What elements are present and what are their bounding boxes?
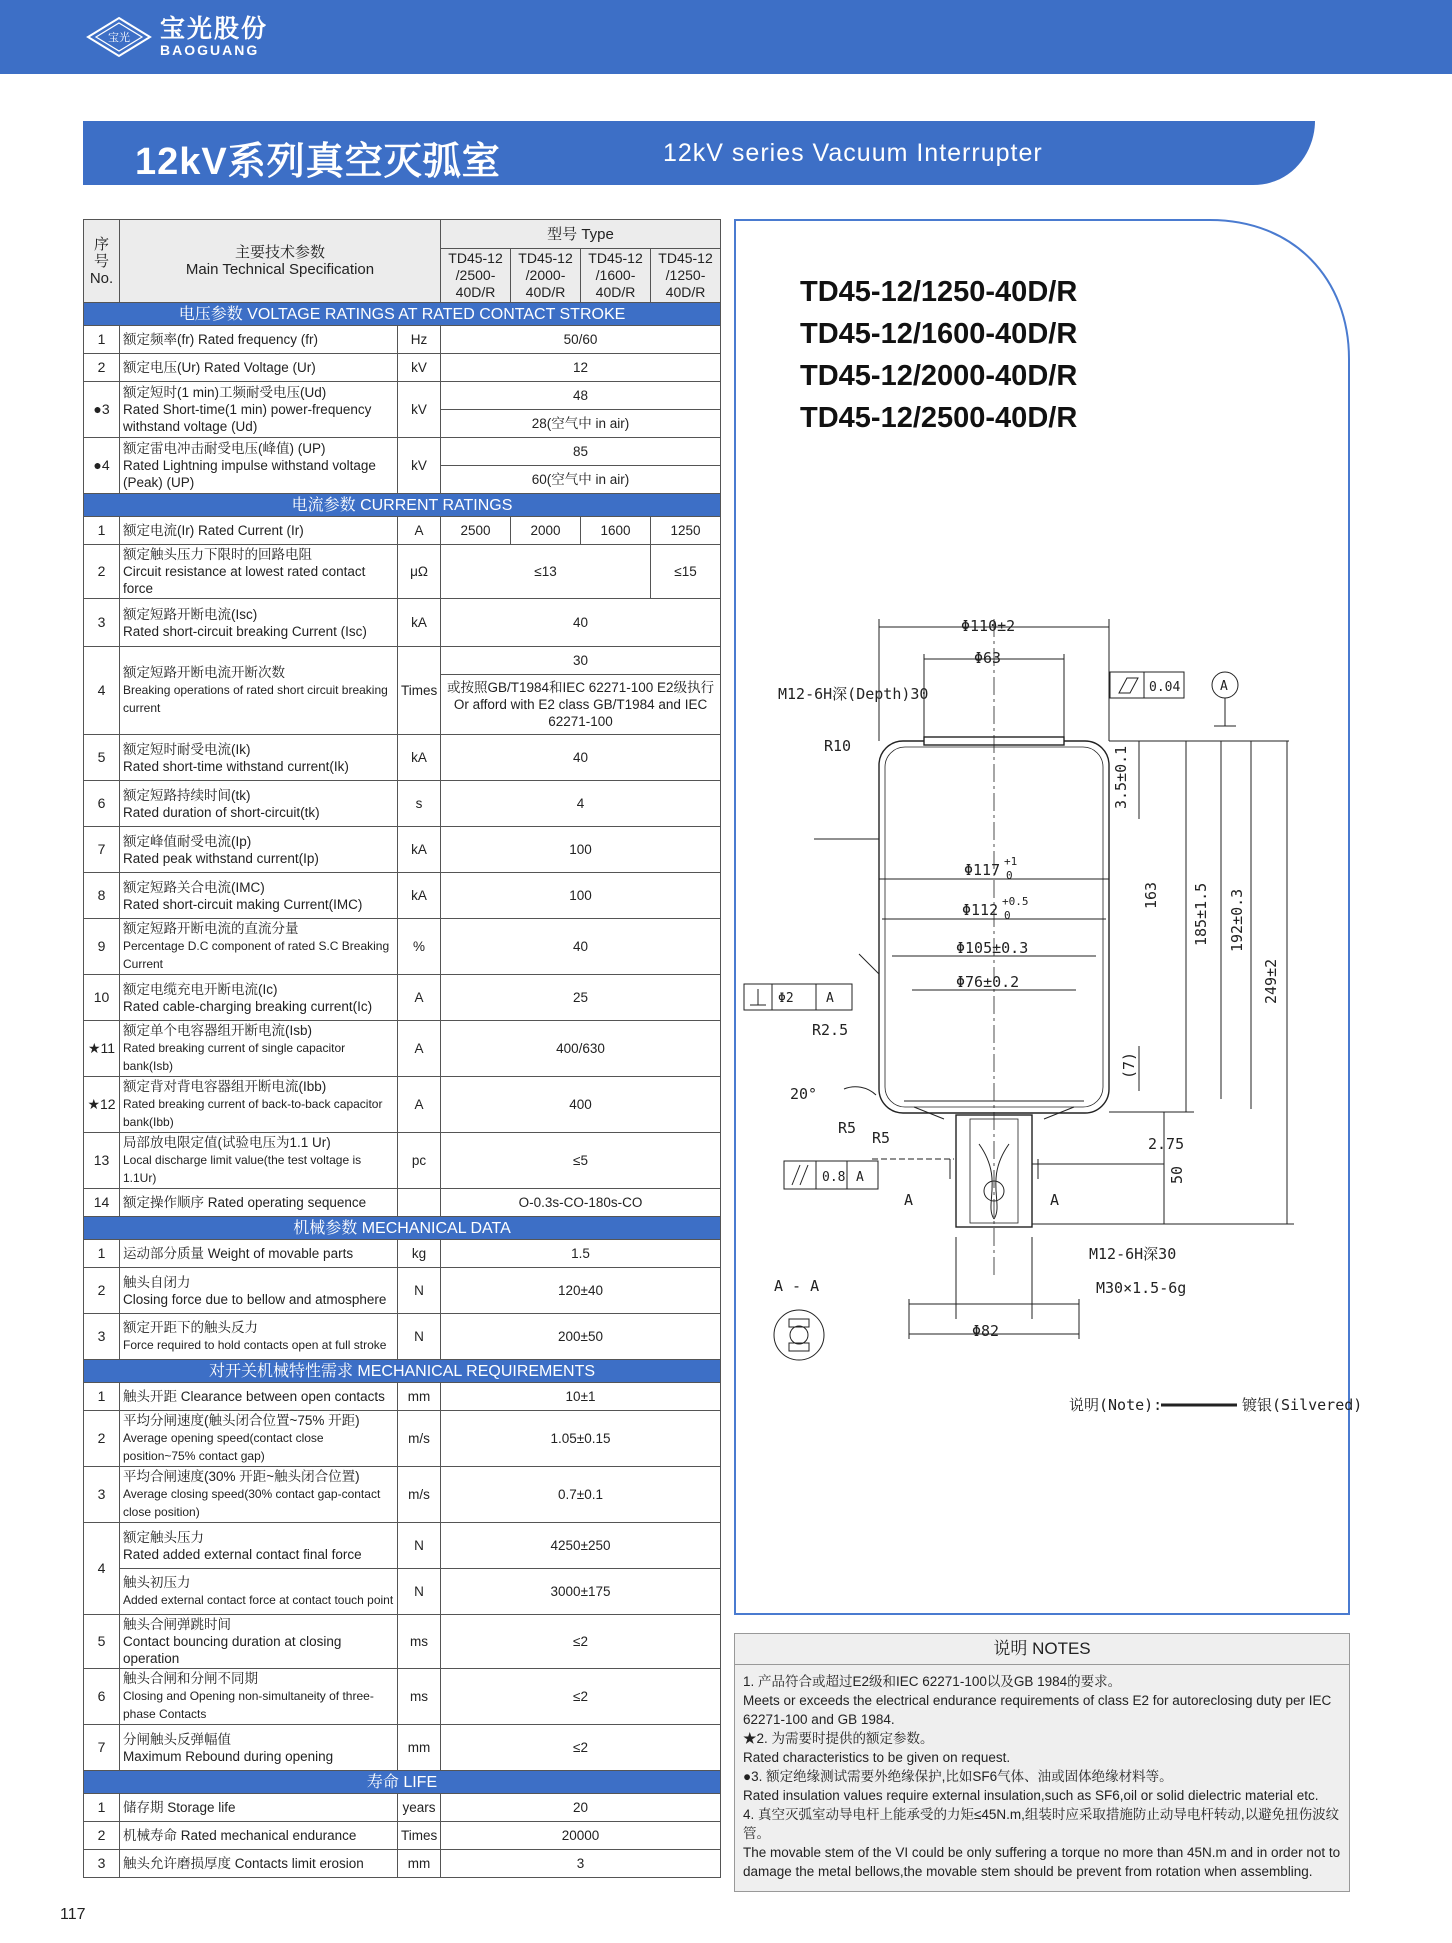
note-line: 4. 真空灭弧室动导电杆上能承受的力矩≤45N.m,组装时应采取措施防止动导电杆转动,以避免扭伤波纹管。 [743,1807,1340,1841]
dim-label: Φ110±2 [961,617,1016,635]
datum-label: A [826,991,834,1006]
gdt-value: 0.04 [1149,680,1181,695]
dim-label: 2.75 [1148,1135,1185,1153]
dim-label: Φ105±0.3 [956,939,1029,957]
page-number: 117 [60,1906,86,1923]
col-no-header: 序号 No. [84,220,120,303]
table-row: ●4 额定雷电冲击耐受电压(峰值) (UP) Rated Lightning impulse withstand voltage (Peak) (UP) kV 85 [84,438,721,466]
page-title-en: 12kV series Vacuum Interrupter [663,139,1043,167]
note-line: ★2. 为需要时提供的额定参数。 [743,1731,934,1746]
table-row: 6 触头合闸和分闸不同期 Closing and Opening non-simultaneity of three-phase Contacts ms ≤2 [84,1669,721,1725]
dim-label: 249±2 [1262,958,1280,1004]
table-row: ★12 额定背对背电容器组开断电流(Ibb) Rated breaking current of back-to-back capacitor bank(Ibb) A 400 [84,1077,721,1133]
dim-label: Φ117 [964,861,1001,879]
brand-name-cn: 宝光股份 [160,15,269,43]
table-row: 28(空气中 in air) [84,410,721,438]
table-row: 10 额定电缆充电开断电流(Ic) Rated cable-charging breaking current(Ic) A 25 [84,975,721,1021]
dim-label: R5 [838,1119,857,1137]
dimension-labels [774,617,1362,1414]
dim-label: R10 [824,737,852,755]
table-row: 1 运动部分质量 Weight of movable parts kg 1.5 [84,1240,721,1268]
section-title: A - A [774,1277,820,1295]
table-row: 14 额定操作顺序 Rated operating sequence O-0.3s-CO-180s-CO [84,1189,721,1217]
table-row: 或按照GB/T1984和IEC 62271-100 E2级执行 Or afford with E2 class GB/T1984 and IEC 62271-100 [84,675,721,735]
table-row: 触头初压力 Added external contact force at contact touch point N 3000±175 [84,1569,721,1615]
dim-label: 163 [1142,881,1160,909]
dim-label: 3.5±0.1 [1112,745,1130,809]
table-row: 8 额定短路关合电流(IMC) Rated short-circuit making Current(IMC) kA 100 [84,873,721,919]
note-line: ●3. 额定绝缘测试需要外绝缘保护,比如SF6气体、油或固体绝缘材料等。 [743,1769,1173,1784]
section-marker: A [1050,1191,1060,1209]
svg-text:+0.5: +0.5 [1002,895,1029,908]
note-line: 1. 产品符合或超过E2级和IEC 62271-100以及GB 1984的要求。 [743,1674,1122,1689]
logo-icon [86,16,152,58]
datum-label: A [1220,679,1228,694]
section-mechanical: 机械参数 MECHANICAL DATA [84,1217,721,1240]
table-row: 1 触头开距 Clearance between open contacts mm 10±1 [84,1383,721,1411]
table-row: 60(空气中 in air) [84,466,721,494]
table-row: 6 额定短路持续时间(tk) Rated duration of short-circuit(tk) s 4 [84,781,721,827]
table-row: 7 分闸触头反弹幅值 Maximum Rebound during opening mm ≤2 [84,1725,721,1771]
table-row: 9 额定短路开断电流的直流分量 Percentage D.C component of rated S.C Breaking Current % 40 [84,919,721,975]
table-row: 7 额定峰值耐受电流(Ip) Rated peak withstand current(Ip) kA 100 [84,827,721,873]
datum-label: A [856,1170,864,1185]
dim-label: 50 [1168,1165,1186,1184]
type-col: TD45-12 /1600- 40D/R [581,249,651,303]
dim-label: Φ76±0.2 [956,973,1020,991]
note-label: 说明(Note): [1069,1396,1163,1414]
table-row: 2 额定触头压力下限时的回路电阻 Circuit resistance at lowest rated contact force μΩ ≤13 ≤15 [84,545,721,599]
dim-label: Φ112 [962,901,999,919]
notes-panel [734,1633,1350,1892]
notes-body [735,1665,1349,1888]
col-spec-header: 主要技术参数 Main Technical Specification [120,220,441,303]
dim-label: (7) [1120,1051,1138,1079]
table-row: 3 额定开距下的触头反力 Force required to hold contacts open at full stroke N 200±50 [84,1314,721,1360]
type-col: TD45-12 /2500- 40D/R [441,249,511,303]
dim-label: M12-6H深30 [1089,1245,1177,1263]
table-row: ●3 额定短时(1 min)工频耐受电压(Ud) Rated Short-time(1 min) power-frequency withstand voltage (Ud) kV 48 [84,382,721,410]
section-life: 寿命 LIFE [84,1771,721,1794]
dim-label: 185±1.5 [1192,882,1210,946]
model-name: TD45-12/1600-40D/R [800,318,1078,350]
svg-text:0: 0 [1006,869,1013,882]
section-voltage: 电压参数 VOLTAGE RATINGS AT RATED CONTACT STROKE [84,303,721,326]
table-row: 3 额定短路开断电流(Isc) Rated short-circuit breaking Current (Isc) kA 40 [84,599,721,647]
brand-name-en: BAOGUANG [160,42,260,58]
drawing-panel [734,219,1363,1615]
section-requirements: 对开关机械特性需求 MECHANICAL REQUIREMENTS [84,1360,721,1383]
svg-text:宝光: 宝光 [108,31,130,44]
dim-label: R2.5 [812,1021,849,1039]
table-row: 3 触头允许磨损厚度 Contacts limit erosion mm 3 [84,1850,721,1878]
table-row: 2 额定电压(Ur) Rated Voltage (Ur) kV 12 [84,354,721,382]
table-row: 1 额定频率(fr) Rated frequency (fr) Hz 50/60 [84,326,721,354]
dim-label: M30×1.5-6g [1096,1279,1187,1297]
section-current: 电流参数 CURRENT RATINGS [84,494,721,517]
table-row: 13 局部放电限定值(试验电压为1.1 Ur) Local discharge limit value(the test voltage is 1.1Ur) pc ≤5 [84,1133,721,1189]
notes-title: 说明 NOTES [735,1634,1349,1665]
table-row: 3 平均合闸速度(30% 开距~触头闭合位置) Average closing speed(30% contact gap-contact close position) m/s 0.7±0.1 [84,1467,721,1523]
page-title: 12kV系列真空灭弧室 [135,141,501,183]
table-row: 5 额定短时耐受电流(Ik) Rated short-time withstand current(Ik) kA 40 [84,735,721,781]
brand-logo[interactable] [86,12,268,62]
table-row: ★11 额定单个电容器组开断电流(Isb) Rated breaking current of single capacitor bank(Isb) A 400/630 [84,1021,721,1077]
table-row: 1 储存期 Storage life years 20 [84,1794,721,1822]
dim-label: 192±0.3 [1228,888,1246,952]
table-row: 2 触头自闭力 Closing force due to bellow and atmosphere N 120±40 [84,1268,721,1314]
dim-label: 20° [790,1085,818,1103]
note-line: Rated insulation values require external insulation,such as SF6,oil or solid dielectric material etc. [743,1788,1319,1803]
note-value: 镀银(Silvered) [1242,1396,1363,1414]
model-name: TD45-12/2500-40D/R [800,402,1078,434]
model-name: TD45-12/2000-40D/R [800,360,1078,392]
note-line: Rated characteristics to be given on request. [743,1750,1011,1765]
note-line: Meets or exceeds the electrical endurance requirements of class E2 for autoreclosing duty per IEC 62271-100 and GB 1984. [743,1693,1332,1727]
table-row: 2 平均分闸速度(触头闭合位置~75% 开距) Average opening speed(contact close position~75% contact gap) m/s 1.05±0.15 [84,1411,721,1467]
gdt-value: Φ2 [778,991,794,1006]
note-line: The movable stem of the VI could be only suffering a torque no more than 45N.m and in order not to damage the metal bellows,the movable stem should be prevent from rotation when assembling. [743,1845,1341,1879]
table-row: 1 额定电流(Ir) Rated Current (Ir) A 2500 2000 1600 1250 [84,517,721,545]
table-row: 5 触头合闸弹跳时间 Contact bouncing duration at closing operation ms ≤2 [84,1615,721,1669]
vertical-dim-labels [1112,746,1280,1184]
dim-label: M12-6H深(Depth)30 [778,685,929,703]
model-name: TD45-12/1250-40D/R [800,276,1078,308]
dim-label: R5 [872,1129,891,1147]
spec-table [83,219,721,1878]
section-marker: A [904,1191,914,1209]
gdt-value: 0.8 [822,1170,846,1185]
dim-label: Φ82 [972,1322,1000,1340]
table-row: 4 额定触头压力 Rated added external contact final force N 4250±250 [84,1523,721,1569]
title-banner [83,121,1315,185]
type-col: TD45-12 /1250- 40D/R [651,249,721,303]
svg-text:0: 0 [1004,909,1011,922]
header-bar [0,0,1452,74]
table-row: 4 额定短路开断电流开断次数 Breaking operations of rated short circuit breaking current Times 30 [84,647,721,675]
svg-text:+1: +1 [1004,855,1018,868]
type-col: TD45-12 /2000- 40D/R [511,249,581,303]
model-list [800,276,1077,434]
col-type-header: 型号 Type [441,220,721,249]
table-row: 2 机械寿命 Rated mechanical endurance Times 20000 [84,1822,721,1850]
dim-label: Φ63 [974,649,1002,667]
header-row-1 [84,220,721,249]
